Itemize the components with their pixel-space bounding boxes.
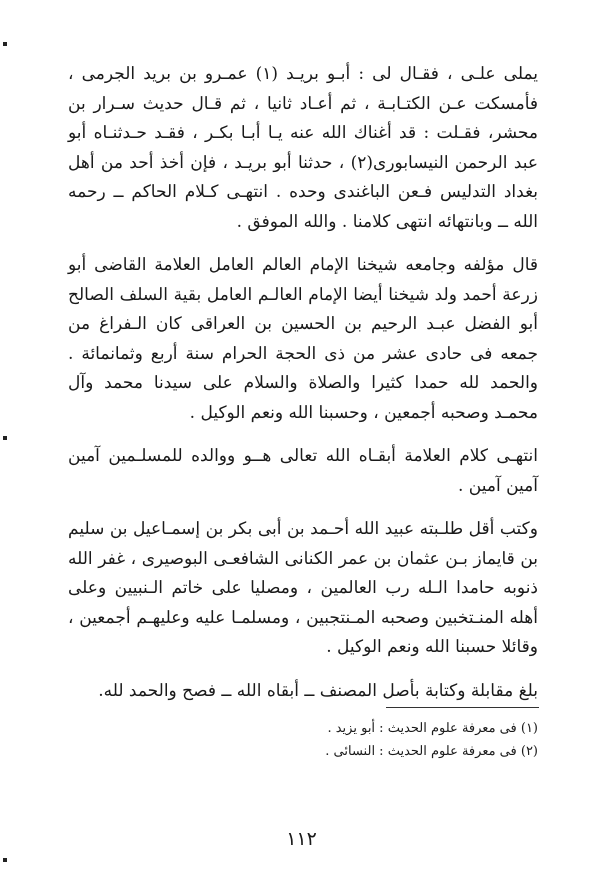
footnote-2: (٢) فى معرفة علوم الحديث : النسائى . <box>325 744 538 759</box>
paragraph-hakim-quote: يملى علـى ، فقـال لى : أبـو بريـد (١) عمـرو بن بريد الجرمى ، فأمسكت عـن الكتـابـة ، ثم أعـاد ثانيا ، ثم قـال حديث سـرار بن محشر، فقـلت : قد أغناك الله عنه يـا أبـا بكـر ، فقـد حـدثنـاه أبو عبد الرحمن النيسابورى(٢) ، حدثنا أبو بريـد ، فإن أخذ أحد من أهل بغداد التدليس فـعن الباغندى وحده . انتهـى كـلام الحاكم ــ رحمه الله ــ وبانتهائه انتهى كلامنا . والله الموفق . <box>68 64 539 232</box>
paragraph-copyist-colophon: وكتب أقل طلـبته عبيد الله أحـمد بن أبى بكر بن إسمـاعيل بن سليم بن قايماز بـن عثمان بن عمر الكنانى الشافعـى البوصيرى ، غفر الله ذنوبه حامدا الـله رب العالمين ، ومصليا على خاتم الـنبيين وعلى أهله المنـتخبين وصحبه المـنتجبين ، ومسلمـا عليه وعليهـم أجمعين ، وقائلا حسبنا الله ونعم الوكيل . <box>68 519 538 657</box>
footnotes <box>68 717 538 763</box>
main-text <box>68 60 538 720</box>
footnote-1: (١) فى معرفة علوم الحديث : أبو يزيد . <box>327 721 538 736</box>
scan-edge-mark <box>3 858 7 862</box>
scan-edge-mark <box>3 42 7 46</box>
footnote-separator <box>386 707 539 708</box>
paragraph-collation-note: بلغ مقابلة وكتابة بأصل المصنف ــ أبقاه الله ــ فصح والحمد لله. <box>98 680 538 701</box>
paragraph-author-colophon: قال مؤلفه وجامعه شيخنا الإمام العالم العامل العلامة القاضى أبو زرعة أحمد ولد شيخنا أيضا الإمام العالـم العامل بقية السلف الصالح أبو الفضل عبـد الرحيم بن الحسين بن العراقى كان الـفراغ من جمعه فى حادى عشر من ذى الحجة الحرام سنة أربع وثمانمائة . والحمد لله حمدا كثيرا والصلاة والسلام على سيدنا محمد وآل محمـد وصحبه أجمعين ، وحسبنا الله ونعم الوكيل . <box>68 255 538 423</box>
paragraph-end-statement: انتهـى كلام العلامة أبقـاه الله تعالى هــو ووالده للمسلـمين آمين آمين آمين . <box>68 446 538 496</box>
scan-edge-mark <box>3 436 7 440</box>
page-number: ١١٢ <box>286 828 317 850</box>
